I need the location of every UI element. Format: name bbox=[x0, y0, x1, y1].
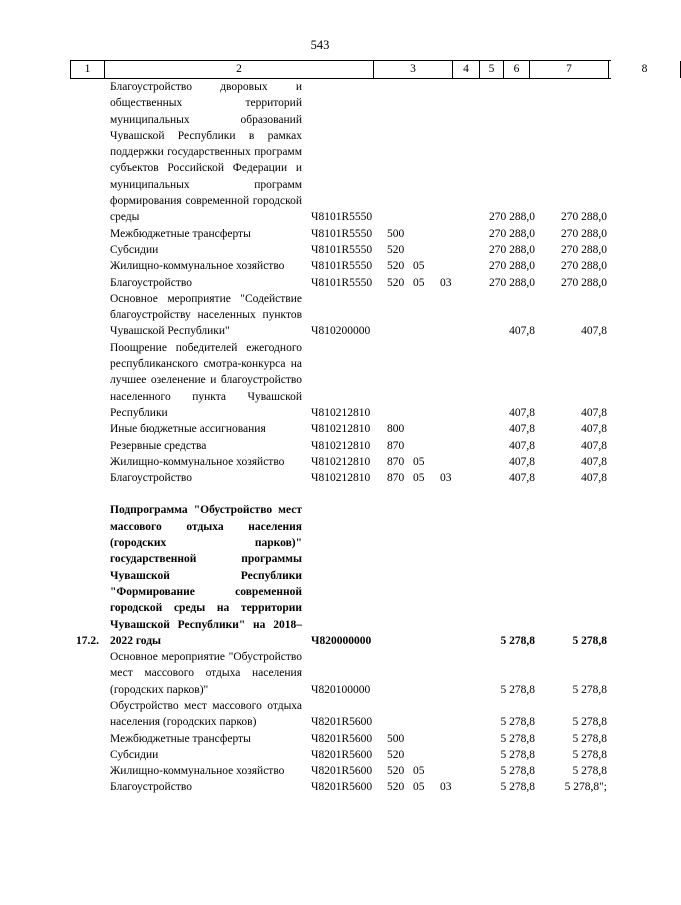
row-description: Межбюджетные трансферты bbox=[110, 732, 251, 745]
amount-col-8: 407,8 bbox=[581, 325, 607, 338]
amount-col-7: 5 278,8 bbox=[500, 683, 535, 696]
section-code: 05 bbox=[413, 276, 425, 289]
row-description: Подпрограмма "Обустройство мест массового отдыха населения (городских парков)" государственной программы Чувашской Республики "Формирование современной городской среды на территории Чувашской Республики" на 2018–2022 годы bbox=[110, 504, 302, 647]
table-row bbox=[0, 242, 640, 258]
amount-col-7: 5 278,8 bbox=[500, 634, 535, 647]
amount-col-8: 407,8 bbox=[581, 406, 607, 419]
amount-col-7: 407,8 bbox=[509, 325, 535, 338]
target-article-code: Ч8201R5600 bbox=[311, 732, 373, 745]
amount-col-8: 407,8 bbox=[581, 472, 607, 485]
target-article-code: Ч810212810 bbox=[311, 406, 371, 419]
row-description: Обустройство мест массового отдыха населения (городских парков) bbox=[110, 699, 302, 729]
table-row bbox=[0, 779, 640, 795]
table-row bbox=[0, 438, 640, 454]
target-article-code: Ч8201R5600 bbox=[311, 765, 373, 778]
amount-col-7: 270 288,0 bbox=[489, 276, 535, 289]
header-col-5: 5 bbox=[480, 61, 504, 78]
row-description: Основное мероприятие "Обустройство мест массового отдыха населения (городских парков)" bbox=[110, 651, 302, 696]
table-row bbox=[0, 747, 640, 763]
amount-col-7: 270 288,0 bbox=[489, 227, 535, 240]
amount-col-8: 270 288,0 bbox=[561, 227, 607, 240]
table-row bbox=[0, 275, 640, 291]
header-col-8: 8 bbox=[609, 61, 681, 78]
header-col-1: 1 bbox=[71, 61, 105, 78]
table-row bbox=[0, 470, 640, 486]
subsection-code: 03 bbox=[440, 472, 452, 485]
amount-col-7: 407,8 bbox=[509, 406, 535, 419]
amount-col-8: 407,8 bbox=[581, 455, 607, 468]
expense-group-code: 520 bbox=[387, 781, 405, 794]
amount-col-8: 270 288,0 bbox=[561, 243, 607, 256]
target-article-code: Ч820100000 bbox=[311, 683, 371, 696]
target-article-code: Ч8101R5550 bbox=[311, 260, 373, 273]
amount-col-8: 5 278,8 bbox=[572, 634, 607, 647]
table-row bbox=[0, 340, 640, 421]
header-col-4: 4 bbox=[453, 61, 480, 78]
row-description: Благоустройство дворовых и общественных территорий муниципальных образований Чувашской Республики в рамках поддержки государственных программ субъектов Российской Федерации и муниципальных программ формирования современной городской среды bbox=[110, 81, 302, 224]
header-col-2: 2 bbox=[105, 61, 374, 78]
amount-col-8: 270 288,0 bbox=[561, 276, 607, 289]
expense-group-code: 800 bbox=[387, 423, 405, 436]
target-article-code: Ч810212810 bbox=[311, 439, 371, 452]
expense-group-code: 500 bbox=[387, 227, 405, 240]
table-row bbox=[0, 421, 640, 437]
row-description: Поощрение победителей ежегодного республиканского смотра-конкурса на лучшее озеленение и благоустройство населенного пункта Чувашской Республики bbox=[110, 341, 302, 419]
section-code: 05 bbox=[413, 260, 425, 273]
row-description: Основное мероприятие "Содействие благоустройству населенных пунктов Чувашской Республики" bbox=[110, 292, 302, 338]
row-description: Благоустройство bbox=[110, 472, 192, 485]
row-description: Жилищно-коммунальное хозяйство bbox=[110, 455, 285, 468]
amount-col-8: 270 288,0 bbox=[561, 260, 607, 273]
section-code: 05 bbox=[413, 455, 425, 468]
row-description: Резервные средства bbox=[110, 439, 207, 452]
target-article-code: Ч8101R5550 bbox=[311, 276, 373, 289]
amount-col-8: 407,8 bbox=[581, 439, 607, 452]
table-row bbox=[0, 79, 640, 226]
expense-group-code: 500 bbox=[387, 732, 405, 745]
amount-col-8: 5 278,8 bbox=[572, 765, 607, 778]
header-col-6: 6 bbox=[504, 61, 530, 78]
target-article-code: Ч8201R5600 bbox=[311, 748, 373, 761]
table-row bbox=[0, 502, 640, 649]
amount-col-7: 407,8 bbox=[509, 439, 535, 452]
target-article-code: Ч810200000 bbox=[311, 325, 371, 338]
row-description: Благоустройство bbox=[110, 781, 192, 794]
amount-col-7: 270 288,0 bbox=[489, 260, 535, 273]
row-description: Иные бюджетные ассигнования bbox=[110, 423, 266, 436]
table-row bbox=[0, 731, 640, 747]
amount-col-7: 407,8 bbox=[509, 455, 535, 468]
amount-col-7: 5 278,8 bbox=[500, 748, 535, 761]
amount-col-7: 5 278,8 bbox=[500, 732, 535, 745]
target-article-code: Ч810212810 bbox=[311, 455, 371, 468]
table-row bbox=[0, 698, 640, 731]
subsection-code: 03 bbox=[440, 276, 452, 289]
target-article-code: Ч8201R5600 bbox=[311, 781, 373, 794]
table-body bbox=[0, 79, 640, 796]
target-article-code: Ч810212810 bbox=[311, 423, 371, 436]
expense-group-code: 870 bbox=[387, 472, 405, 485]
table-row bbox=[0, 258, 640, 274]
expense-group-code: 520 bbox=[387, 748, 405, 761]
row-number: 17.2. bbox=[76, 634, 99, 647]
amount-col-7: 5 278,8 bbox=[500, 765, 535, 778]
table-row bbox=[0, 291, 640, 340]
amount-col-8: 5 278,8 bbox=[572, 716, 607, 729]
target-article-code: Ч810212810 bbox=[311, 472, 371, 485]
target-article-code: Ч820000000 bbox=[311, 634, 372, 647]
row-description: Субсидии bbox=[110, 748, 159, 761]
page-number: 543 bbox=[310, 38, 330, 52]
expense-group-code: 520 bbox=[387, 243, 405, 256]
amount-col-7: 270 288,0 bbox=[489, 211, 535, 224]
amount-col-8: 5 278,8 bbox=[572, 732, 607, 745]
expense-group-code: 520 bbox=[387, 260, 405, 273]
amount-col-8: 5 278,8 bbox=[572, 748, 607, 761]
target-article-code: Ч8101R5550 bbox=[311, 227, 373, 240]
amount-col-8: 5 278,8 bbox=[572, 683, 607, 696]
amount-col-7: 5 278,8 bbox=[500, 781, 535, 794]
row-description: Жилищно-коммунальное хозяйство bbox=[110, 765, 285, 778]
row-description: Межбюджетные трансферты bbox=[110, 227, 251, 240]
amount-col-7: 5 278,8 bbox=[500, 716, 535, 729]
row-description: Субсидии bbox=[110, 243, 159, 256]
table-row bbox=[0, 454, 640, 470]
expense-group-code: 870 bbox=[387, 439, 405, 452]
row-spacer bbox=[0, 486, 640, 502]
table-row bbox=[0, 649, 640, 698]
amount-col-8: 407,8 bbox=[581, 423, 607, 436]
row-description: Жилищно-коммунальное хозяйство bbox=[110, 260, 285, 273]
row-description: Благоустройство bbox=[110, 276, 192, 289]
amount-col-7: 407,8 bbox=[509, 423, 535, 436]
header-col-7: 7 bbox=[530, 61, 609, 78]
expense-group-code: 520 bbox=[387, 276, 405, 289]
amount-col-7: 407,8 bbox=[509, 472, 535, 485]
header-col-3: 3 bbox=[374, 61, 453, 78]
table-row bbox=[0, 763, 640, 779]
section-code: 05 bbox=[413, 472, 425, 485]
table-row bbox=[0, 226, 640, 242]
amount-col-7: 270 288,0 bbox=[489, 243, 535, 256]
expense-group-code: 520 bbox=[387, 765, 405, 778]
section-code: 05 bbox=[413, 765, 425, 778]
amount-col-8: 270 288,0 bbox=[561, 211, 607, 224]
table-header bbox=[70, 60, 648, 79]
expense-group-code: 870 bbox=[387, 455, 405, 468]
target-article-code: Ч8201R5600 bbox=[311, 716, 373, 729]
target-article-code: Ч8101R5550 bbox=[311, 243, 373, 256]
target-article-code: Ч8101R5550 bbox=[311, 211, 373, 224]
subsection-code: 03 bbox=[440, 781, 452, 794]
amount-col-8: 5 278,8"; bbox=[564, 781, 607, 794]
section-code: 05 bbox=[413, 781, 425, 794]
